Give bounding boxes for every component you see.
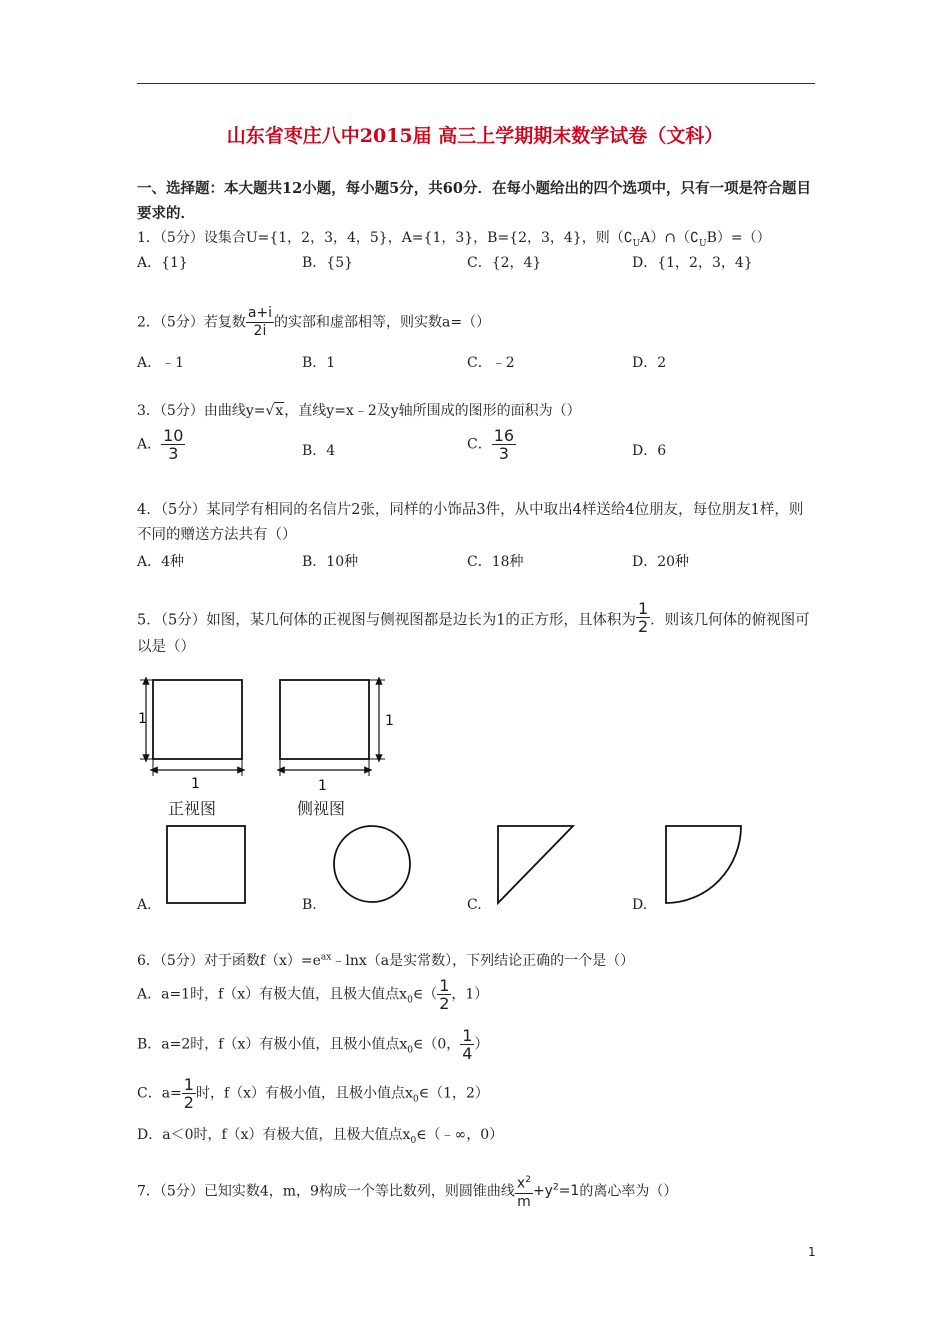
front-view-square	[153, 680, 242, 759]
question-4: 4．（5分）某同学有相同的名信片2张，同样的小饰品3件，从中取出4样送给4位朋友，每位朋友1样，则不同的赠送方法共有（）	[137, 502, 804, 543]
q6-option-b: B．a=2时，f（x）有极小值，且极小值点$x_0\in(0$， $\frac{1}{4}$ ）	[137, 1026, 489, 1063]
q2-option-a: A．﹣1	[137, 355, 185, 371]
top-rule	[137, 83, 815, 84]
q6-option-c: C．a= $\frac{1}{2}$ 时，f（x）有极小值，且极小值点$x_0\in(1$，2）	[137, 1075, 489, 1112]
sqrt-sign: √	[265, 403, 275, 419]
front-view-caption: 正视图	[168, 799, 217, 818]
q5-option-d-figure	[660, 822, 750, 906]
q4-option-a: A．4种	[137, 554, 185, 570]
q5-option-a: A.	[137, 897, 152, 913]
q1-option-a: A．{1}	[137, 255, 188, 271]
front-width-label: 1	[191, 776, 200, 792]
q3-option-d: D．6	[632, 443, 667, 459]
side-width-label: 1	[318, 778, 327, 794]
question-3: 3．（5分）由曲线y=√x，直线y=x﹣2及y轴所围成的图形的面积为（）	[137, 403, 581, 419]
q3-option-b: B．4	[302, 443, 336, 459]
q2-option-d: D．2	[632, 355, 667, 371]
page-title: 山东省枣庄八中2015届 高三上学期期末数学试卷（文科）	[226, 125, 724, 147]
page-number: 1	[808, 1245, 816, 1259]
question-6: 6．（5分）对于函数$f(x)=e^{ax}﹣\ln x(a$是实常数），下列结论正确的一个是（）	[137, 952, 635, 969]
q1-option-d: D．{1，2，3，4}	[632, 255, 753, 271]
q3-option-a: A． $\frac{10}{3}$	[137, 426, 184, 463]
q4-option-d: D．20种	[632, 554, 690, 570]
q5-option-b-figure	[328, 822, 418, 906]
side-view-square	[280, 680, 369, 759]
q5-option-c-figure	[492, 822, 582, 906]
q5-option-b: B.	[302, 897, 317, 913]
q5-option-c: C.	[467, 897, 482, 913]
question-7: 7．（5分）已知实数4，m，9构成一个等比数列，则圆锥曲线 $\frac{x^2}{m}$ $+y^2=1$的离心率为（）	[137, 1172, 677, 1211]
question-1: 1．（5分）设集合U={1，2，3，4，5}，A={1，3}，B={2，3，4}，则$(∁_UA)\cap(∁_UB)=()$	[137, 230, 771, 249]
q2-option-c: C．﹣2	[467, 355, 515, 371]
q6-option-d: D．a＜0时，f（x）有极大值，且极大值点$x_0\in(﹣\infty$，0）	[137, 1127, 504, 1146]
q6-option-a: A．a=1时，f（x）有极大值，且极大值点$x_0\in$（ $\frac{1}{2}$ ，1）	[137, 976, 489, 1013]
q3-option-c: C． $\frac{16}{3}$	[467, 426, 515, 463]
section-heading: 一、选择题：本大题共12小题，每小题5分，共60分．在每小题给出的四个选项中，只有一项是符合题目要求的．	[137, 180, 811, 222]
side-view-caption: 侧视图	[297, 799, 346, 818]
q5-option-a-figure	[160, 822, 250, 906]
q4-option-b: B．10种	[302, 554, 359, 570]
q2-option-b: B．1	[302, 355, 336, 371]
front-height-label: 1	[138, 711, 147, 727]
q1-option-b: B．{5}	[302, 255, 354, 271]
question-2: 2．（5分）若复数 $\frac{a+i}{2i}$ 的实部和虚部相等，则实数a=（）	[137, 305, 491, 339]
q5-option-d: D.	[632, 897, 648, 913]
side-height-label: 1	[385, 713, 394, 729]
q1-option-c: C．{2，4}	[467, 255, 542, 271]
q2-fraction: $\frac{a+i}{2i}$	[247, 305, 273, 339]
q4-option-c: C．18种	[467, 554, 524, 570]
question-5: 5．（5分）如图，某几何体的正视图与侧视图都是边长为1的正方形，且体积为 $\frac{1}{2}$ ．则该几何体的俯视图可以是（）	[137, 599, 810, 655]
